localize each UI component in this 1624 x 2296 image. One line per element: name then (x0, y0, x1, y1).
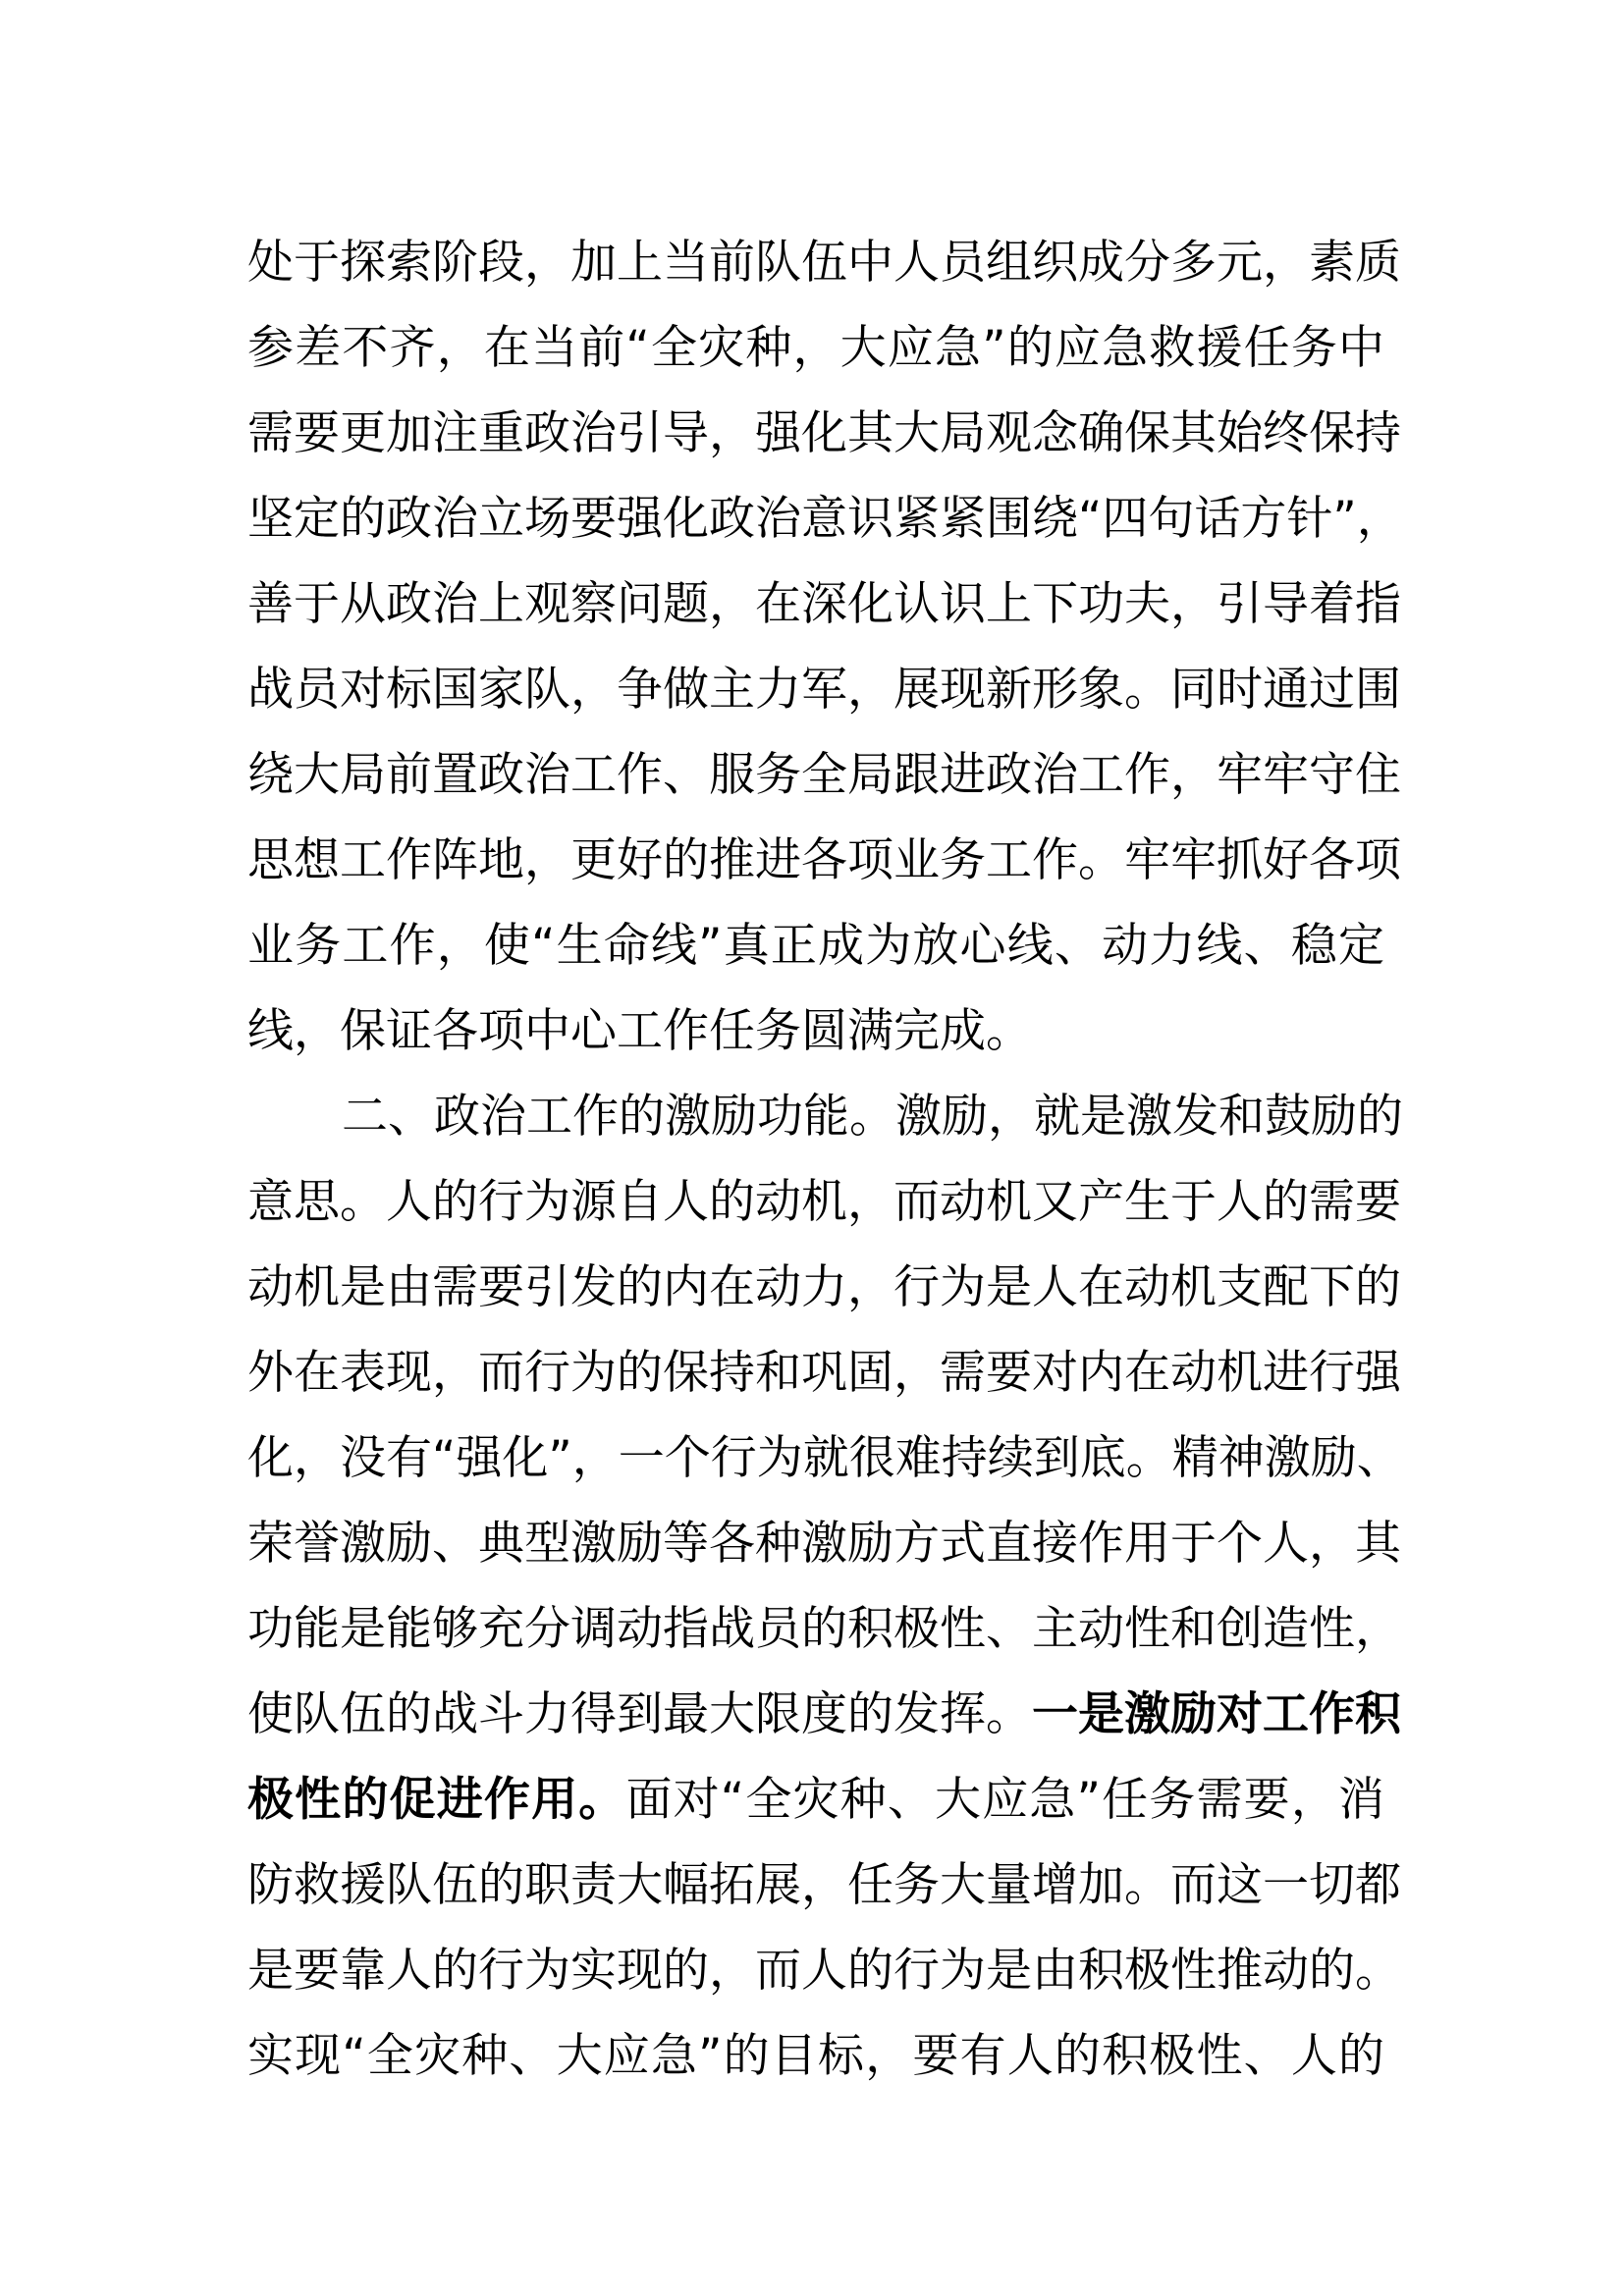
text-line: 荣誉激励、典型激励等各种激励方式直接作用于个人，其 (247, 1517, 1401, 1571)
text-line: 善于从政治上观察问题，在深化认识上下功夫，引导着指 (247, 577, 1401, 631)
text-span: 面对“全灾种、大应急”任务需要，消 (625, 1773, 1384, 1827)
bold-key-point: 极性的促进作用。 (247, 1773, 626, 1827)
document-page (247, 220, 1403, 2099)
text-line: 绕大局前置政治工作、服务全局跟进政治工作，牢牢守住 (247, 748, 1401, 802)
text-line: 外在表现，而行为的保持和巩固，需要对内在动机进行强 (247, 1346, 1401, 1400)
text-line (247, 1757, 1384, 1842)
bold-key-point: 一是激励对工作积 (1032, 1687, 1401, 1741)
text-line: 处于探索阶段，加上当前队伍中人员组织成分多元，素质 (247, 236, 1401, 290)
text-line: 功能是能够充分调动指战员的积极性、主动性和创造性， (247, 1602, 1401, 1656)
section-heading-line: 二、政治工作的激励功能。激励，就是激发和鼓励的 (342, 1090, 1403, 1144)
text-line: 防救援队伍的职责大幅拓展，任务大量增加。而这一切都 (247, 1858, 1401, 1912)
paragraph-1 (247, 220, 1403, 1074)
text-line: 线，保证各项中心工作任务圆满完成。 (247, 1004, 1032, 1058)
text-span: 使队伍的战斗力得到最大限度的发挥。 (247, 1687, 1032, 1741)
text-line: 参差不齐，在当前“全灾种，大应急”的应急救援任务中 (247, 321, 1384, 375)
text-line: 业务工作，使“生命线”真正成为放心线、动力线、稳定 (247, 919, 1384, 973)
text-line: 动机是由需要引发的内在动力，行为是人在动机支配下的 (247, 1260, 1401, 1314)
text-line: 意思。人的行为源自人的动机，而动机又产生于人的需要 (247, 1175, 1401, 1229)
text-line: 需要更加注重政治引导，强化其大局观念确保其始终保持 (247, 406, 1401, 460)
text-line: 思想工作阵地，更好的推进各项业务工作。牢牢抓好各项 (247, 833, 1401, 887)
text-line: 化，没有“强化”，一个行为就很难持续到底。精神激励、 (247, 1431, 1403, 1485)
text-line: 是要靠人的行为实现的，而人的行为是由积极性推动的。 (247, 1944, 1401, 1998)
text-line: 坚定的政治立场要强化政治意识紧紧围绕“四句话方针”， (247, 492, 1403, 546)
paragraph-2 (247, 1074, 1403, 2099)
text-line (247, 1672, 1401, 1757)
text-line: 实现“全灾种、大应急”的目标，要有人的积极性、人的 (247, 2029, 1384, 2083)
text-line: 战员对标国家队，争做主力军，展现新形象。同时通过围 (247, 663, 1401, 717)
